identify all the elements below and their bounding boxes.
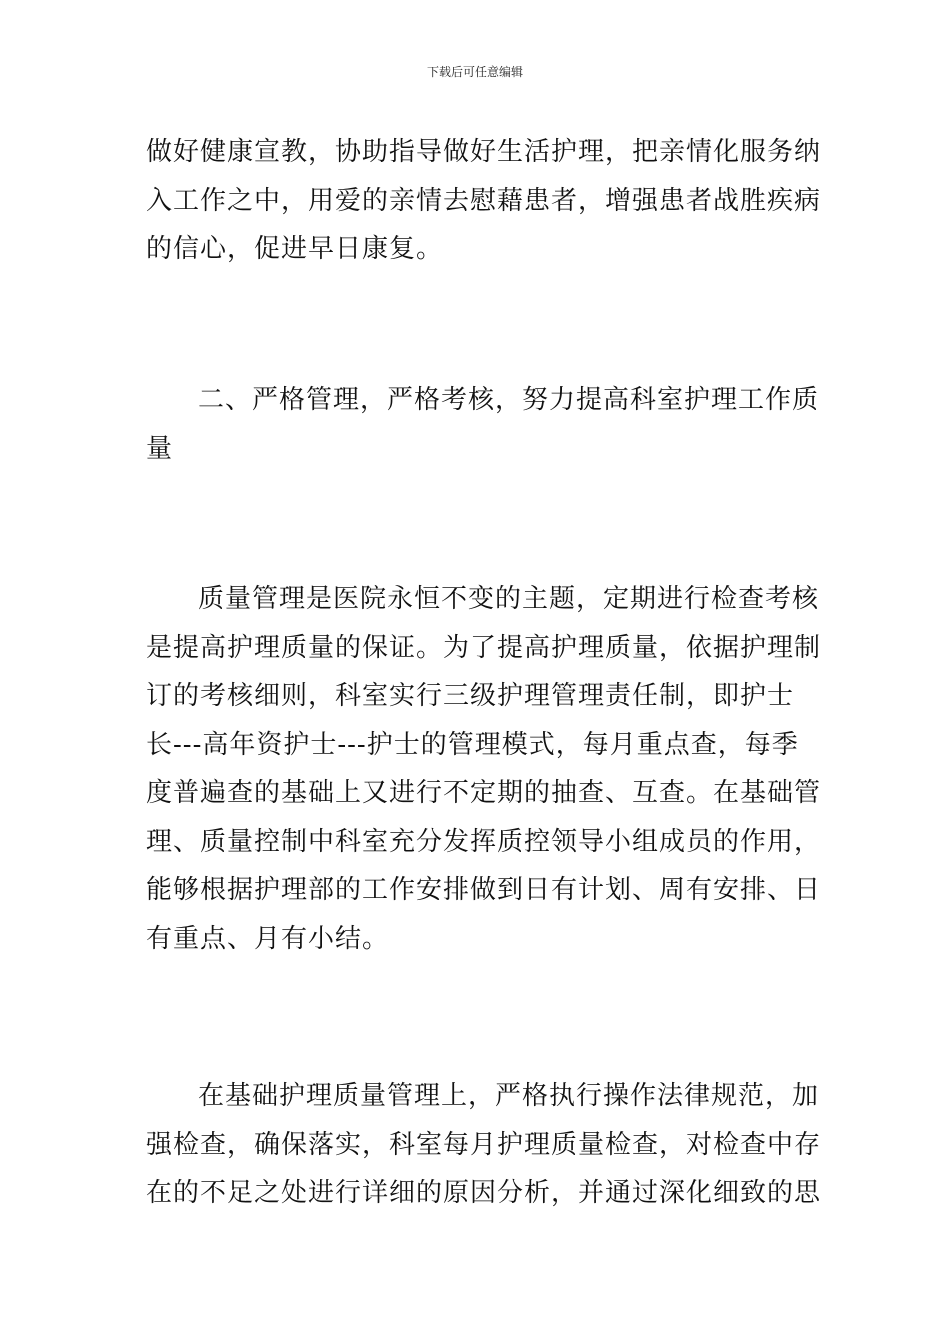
paragraph-basic-nursing-quality — [146, 1072, 822, 1218]
text-line: 订的考核细则，科室实行三级护理管理责任制，即护士 — [146, 681, 795, 711]
heading-line: 二、严格管理，严格考核，努力提高科室护理工作质 — [198, 385, 820, 415]
text-line: 在基础护理质量管理上，严格执行操作法律规范，加 — [198, 1081, 820, 1111]
paragraph-health-education — [146, 128, 822, 274]
text-line: 质量管理是医院永恒不变的主题，定期进行检查考核 — [198, 584, 820, 614]
text-line: 的信心，促进早日康复。 — [146, 234, 444, 264]
text-line: 理、质量控制中科室充分发挥质控领导小组成员的作用， — [146, 826, 822, 857]
section-heading-strict-management — [146, 376, 820, 473]
text-line: 长---高年资护士---护士的管理模式，每月重点查，每季 — [146, 729, 799, 760]
paragraph-quality-management — [146, 575, 822, 963]
text-line: 入工作之中，用爱的亲情去慰藉患者，增强患者战胜疾病 — [146, 185, 822, 216]
page-header-note: 下载后可任意编辑 — [426, 65, 523, 79]
text-line: 度普遍查的基础上又进行不定期的抽查、互查。在基础管 — [146, 778, 822, 808]
text-line: 是提高护理质量的保证。为了提高护理质量，依据护理制 — [146, 632, 822, 663]
text-line: 有重点、月有小结。 — [146, 923, 390, 954]
text-line: 强检查，确保落实，科室每月护理质量检查，对检查中存 — [146, 1129, 822, 1160]
text-line: 做好健康宣教，协助指导做好生活护理，把亲情化服务纳 — [146, 137, 822, 167]
text-line: 能够根据护理部的工作安排做到日有计划、周有安排、日 — [146, 875, 822, 905]
heading-line: 量 — [146, 433, 174, 464]
text-line: 在的不足之处进行详细的原因分析，并通过深化细致的思 — [146, 1178, 822, 1208]
